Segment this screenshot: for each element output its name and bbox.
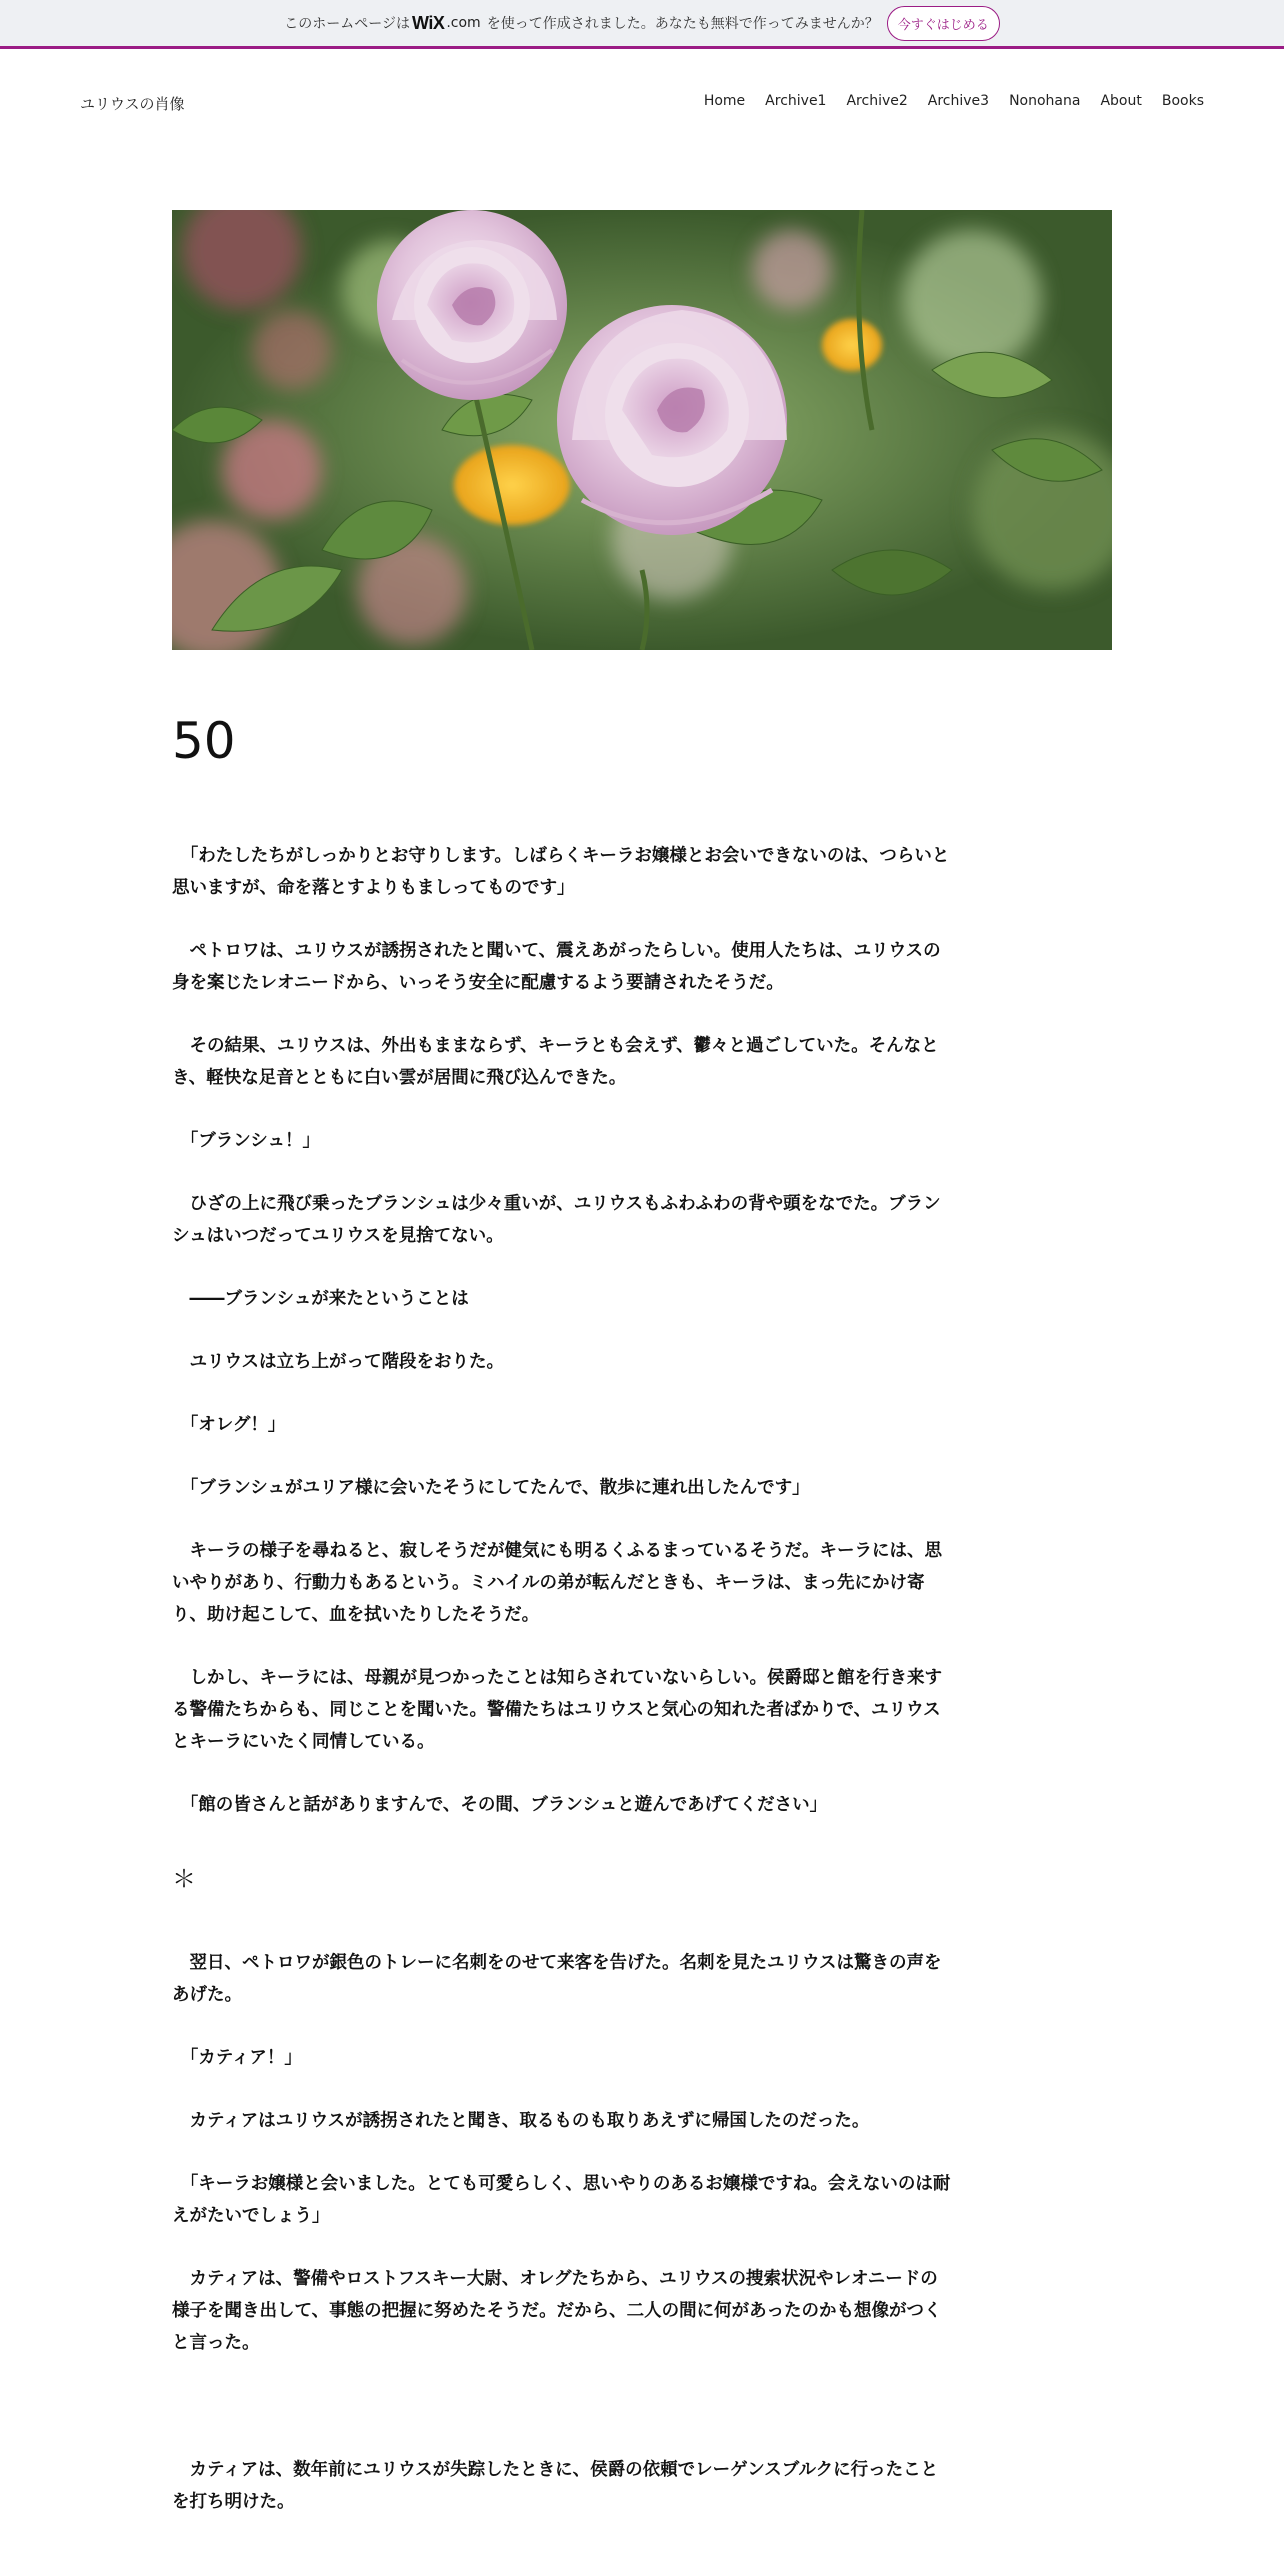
- article-paragraph: ひざの上に飛び乗ったブランシュは少々重いが、ユリウスもふわふわの背や頭をなでた。ブランシュはいつだってユリウスを見捨てない。: [172, 1194, 941, 1246]
- article-paragraph: 「カティア！」: [172, 2048, 302, 2068]
- nav-item-archive2[interactable]: Archive2: [846, 93, 908, 109]
- article-paragraph: しかし、キーラには、母親が見つかったことは知らされていないらしい。侯爵邸と館を行き来する警備たちからも、同じことを聞いた。警備たちはユリウスと気心の知れた者ばかりで、ユリウスとキーラにいたく同情している。: [172, 1668, 942, 1752]
- main-nav: [704, 93, 1204, 109]
- article-paragraph: 「ブランシュがユリア様に会いたそうにしてたんで、散歩に連れ出したんです」: [172, 1478, 810, 1498]
- article-paragraph: 「キーラお嬢様と会いました。とても可愛らしく、思いやりのあるお嬢様ですね。会えないのは耐えがたいでしょう」: [172, 2174, 951, 2226]
- wix-logo[interactable]: WiX: [412, 12, 445, 33]
- article-paragraph: ユリウスは立ち上がって階段をおりた。: [172, 1352, 504, 1372]
- section-separator: ＊: [172, 1865, 196, 1893]
- start-now-button[interactable]: 今すぐはじめる: [887, 6, 1000, 41]
- article-paragraph: 翌日、ペトロワが銀色のトレーに名刺をのせて来客を告げた。名刺を見たユリウスは驚きの声をあげた。: [172, 1953, 942, 2005]
- post-title: 50: [172, 712, 236, 770]
- site-title[interactable]: ユリウスの肖像: [80, 95, 185, 113]
- article-paragraph: キーラの様子を尋ねると、寂しそうだが健気にも明るくふるまっているそうだ。キーラには、思いやりがあり、行動力もあるという。ミハイルの弟が転んだときも、キーラは、まっ先にかけ寄り、助け起こして、血を拭いたりしたそうだ。: [172, 1541, 942, 1625]
- wix-logo-suffix: .com: [446, 15, 481, 31]
- article-paragraph: 「館の皆さんと話がありますんで、その間、ブランシュと遊んであげてください」: [172, 1795, 828, 1815]
- wix-promo-banner: [0, 0, 1284, 49]
- article-paragraph: 「わたしたちがしっかりとお守りします。しばらくキーラお嬢様とお会いできないのは、つらいと思いますが、命を落とすよりもましってものです」: [172, 846, 950, 898]
- banner-text-after: を使って作成されました。あなたも無料で作ってみませんか？: [486, 16, 879, 32]
- article-body: [172, 840, 952, 2549]
- nav-item-archive3[interactable]: Archive3: [927, 93, 990, 109]
- banner-text-before: このホームページは: [284, 16, 410, 32]
- nav-item-books[interactable]: Books: [1161, 93, 1204, 109]
- nav-item-nonohana[interactable]: Nonohana: [1009, 93, 1081, 109]
- hero-rose-image: [172, 210, 1112, 650]
- article-paragraph: 「ブランシュ！」: [172, 1131, 320, 1151]
- nav-item-archive1[interactable]: Archive1: [765, 93, 827, 109]
- nav-item-home[interactable]: Home: [703, 93, 746, 109]
- article-paragraph: カティアはユリウスが誘拐されたと聞き、取るものも取りあえずに帰国したのだった。: [172, 2111, 870, 2131]
- article-paragraph: カティアは、警備やロストフスキー大尉、オレグたちから、ユリウスの捜索状況やレオニードの様子を聞き出して、事態の把握に努めたそうだ。だから、二人の間に何があったのかも想像がつくと言った。: [172, 2269, 942, 2353]
- article-paragraph: ――ブランシュが来たということは: [172, 1289, 469, 1309]
- article-paragraph: 「オレグ！」: [172, 1415, 286, 1435]
- rose-illustration: [172, 210, 1112, 650]
- article-paragraph: ペトロワは、ユリウスが誘拐されたと聞いて、震えあがったらしい。使用人たちは、ユリウスの身を案じたレオニードから、いっそう安全に配慮するよう要請されたそうだ。: [172, 941, 941, 993]
- nav-item-about[interactable]: About: [1100, 93, 1142, 109]
- article-paragraph: その結果、ユリウスは、外出もままならず、キーラとも会えず、鬱々と過ごしていた。そんなとき、軽快な足音とともに白い雲が居間に飛び込んできた。: [172, 1036, 939, 1088]
- article-paragraph: カティアは、数年前にユリウスが失踪したときに、侯爵の依頼でレーゲンスブルクに行ったことを打ち明けた。: [172, 2460, 939, 2512]
